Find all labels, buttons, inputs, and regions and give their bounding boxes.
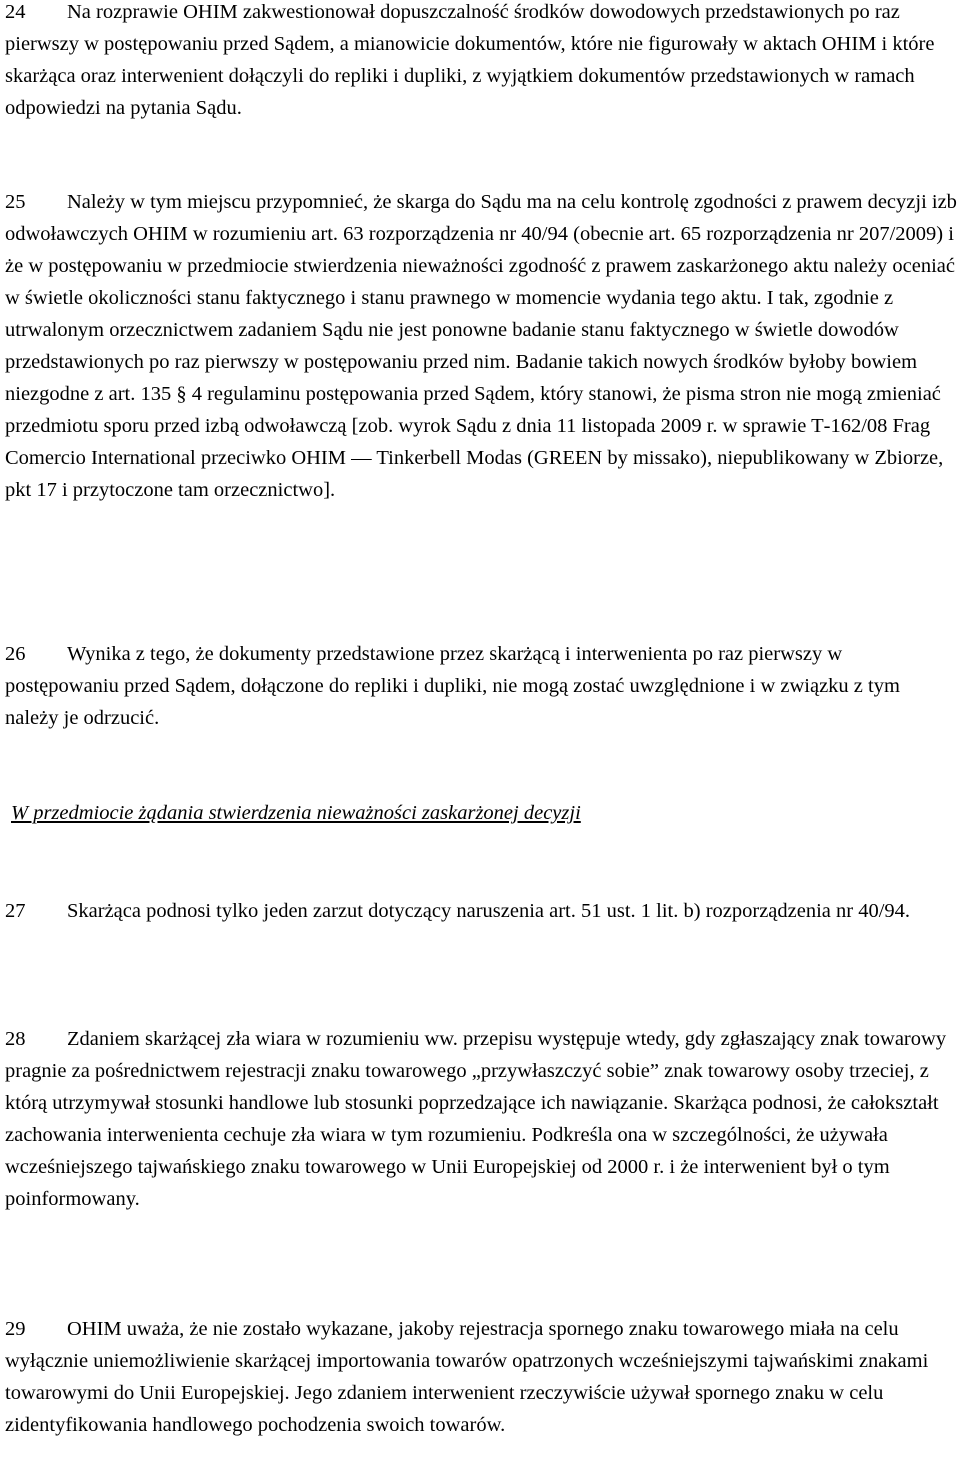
paragraph-24	[5, 0, 958, 124]
paragraph-number: 25	[5, 191, 26, 213]
paragraph-number: 26	[5, 643, 26, 665]
paragraph-text: Wynika z tego, że dokumenty przedstawione przez skarżącą i interwenienta po raz pierwszy w postępowaniu przed Sądem, dołączone do repliki i dupliki, nie mogą zostać uwzględnione i w związku z tym należy je odrzucić.	[5, 643, 900, 729]
paragraph-number: 28	[5, 1028, 26, 1050]
paragraph-text: Zdaniem skarżącej zła wiara w rozumieniu ww. przepisu występuje wtedy, gdy zgłaszający znak towarowy pragnie za pośrednictwem rejestracji znaku towarowego „przywłaszczyć sobie” znak towarowy osoby trzeciej, z którą utrzymywał stosunki handlowe lub stosunki poprzedzające ich nawiązanie. Skarżąca podnosi, że całokształt zachowania interwenienta cechuje zła wiara w tym rozumieniu. Podkreśla ona w szczególności, że używała wcześniejszego tajwańskiego znaku towarowego w Unii Europejskiej od 2000 r. i że interwenient był o tym poinformowany.	[5, 1028, 947, 1210]
paragraph-number: 24	[5, 1, 26, 23]
paragraph-text: OHIM uważa, że nie zostało wykazane, jakoby rejestracja spornego znaku towarowego miała na celu wyłącznie uniemożliwienie skarżącej importowania towarów opatrzonych wcześniejszymi tajwańskimi znakami towarowymi do Unii Europejskiej. Jego zdaniem interwenient rzeczywiście używał spornego znaku w celu zidentyfikowania handlowego pochodzenia swoich towarów.	[5, 1318, 929, 1436]
paragraph-27	[5, 895, 910, 927]
paragraph-26	[5, 638, 958, 734]
section-heading: W przedmiocie żądania stwierdzenia nieważności zaskarżonej decyzji	[11, 802, 581, 824]
paragraph-number: 27	[5, 900, 26, 922]
paragraph-text: Należy w tym miejscu przypomnieć, że skarga do Sądu ma na celu kontrolę zgodności z prawem decyzji izb odwoławczych OHIM w rozumieniu art. 63 rozporządzenia nr 40/94 (obecnie art. 65 rozporządzenia nr 207/2009) i że w postępowaniu w przedmiocie stwierdzenia nieważności zgodność z prawem zaskarżonego aktu należy oceniać w świetle okoliczności stanu faktycznego i stanu prawnego w momencie wydania tego aktu. I tak, zgodnie z utrwalonym orzecznictwem zadaniem Sądu nie jest ponowne badanie stanu faktycznego w świetle dowodów przedstawionych po raz pierwszy w postępowaniu przed nim. Badanie takich nowych środków byłoby bowiem niezgodne z art. 135 § 4 regulaminu postępowania przed Sądem, który stanowi, że pisma stron nie mogą zmieniać przedmiotu sporu przed izbą odwoławczą [zob. wyrok Sądu z dnia 11 listopada 2009 r. w sprawie T‑162/08 Frag Comercio International przeciwko OHIM — Tinkerbell Modas (GREEN by missako), niepublikowany w Zbiorze, pkt 17 i przytoczone tam orzecznictwo].	[5, 191, 957, 501]
paragraph-text: Skarżąca podnosi tylko jeden zarzut dotyczący naruszenia art. 51 ust. 1 lit. b) rozporządzenia nr 40/94.	[67, 900, 911, 922]
paragraph-text: Na rozprawie OHIM zakwestionował dopuszczalność środków dowodowych przedstawionych po raz pierwszy w postępowaniu przed Sądem, a mianowicie dokumentów, które nie figurowały w aktach OHIM i które skarżąca oraz interwenient dołączyli do repliki i dupliki, z wyjątkiem dokumentów przedstawionych w ramach odpowiedzi na pytania Sądu.	[5, 1, 935, 119]
paragraph-25	[5, 186, 958, 506]
paragraph-number: 29	[5, 1318, 26, 1340]
paragraph-28	[5, 1023, 958, 1215]
paragraph-29	[5, 1313, 958, 1441]
